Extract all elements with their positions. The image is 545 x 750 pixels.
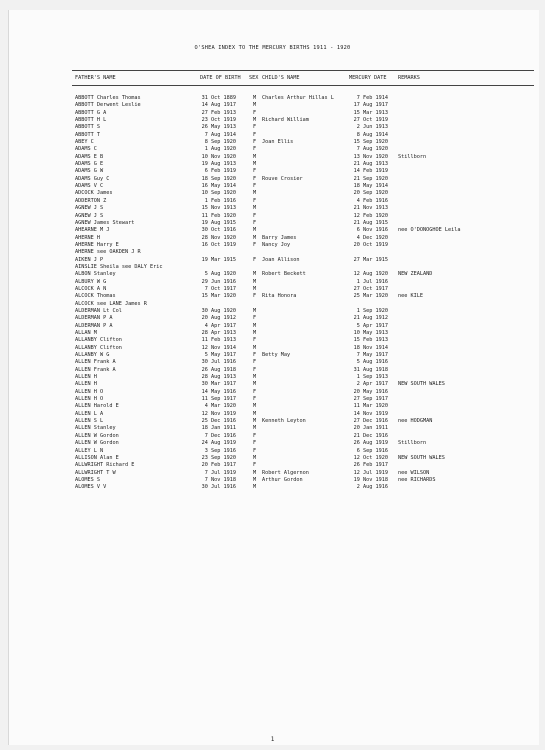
document-title: O'SHEA INDEX TO THE MERCURY BIRTHS 1911 - 1920 — [194, 45, 351, 51]
cell-mercury-date: 21 Nov 1913 — [353, 205, 388, 212]
cell-date-of-birth: 11 Sep 1917 — [201, 396, 236, 403]
cell-date-of-birth: 8 Sep 1920 — [204, 139, 236, 146]
table-row — [0, 433, 545, 440]
cell-mercury-date: 20 Oct 1919 — [353, 241, 388, 248]
cell-mercury-date: 6 Sep 1916 — [356, 447, 388, 454]
table-row — [0, 337, 545, 344]
cell-date-of-birth: 14 Aug 1917 — [201, 102, 236, 109]
table-row — [0, 213, 545, 220]
cell-sex: M — [253, 161, 257, 168]
cell-father-name: ABBOTT Derwent Leslie — [75, 102, 141, 109]
cell-sex: M — [253, 285, 257, 292]
cell-date-of-birth: 11 Feb 1920 — [201, 212, 236, 219]
cell-date-of-birth: 3 Sep 1916 — [204, 447, 236, 454]
cell-mercury-date: 27 Oct 1917 — [353, 285, 388, 292]
cell-father-name: ABBOTT Charles Thomas — [75, 95, 141, 101]
cell-date-of-birth: 30 Aug 1920 — [201, 307, 236, 314]
births-table-body — [0, 95, 545, 492]
cell-child-name: Charles Arthur Hillas L — [262, 95, 334, 101]
table-row — [0, 323, 545, 330]
cell-father-name: ABBOTT H L — [75, 117, 107, 124]
table-row — [0, 257, 545, 264]
cell-date-of-birth: 31 Oct 1889 — [201, 95, 236, 101]
table-row — [0, 176, 545, 183]
cell-sex: M — [253, 418, 257, 425]
cell-date-of-birth: 19 Aug 1915 — [201, 219, 236, 226]
cell-date-of-birth: 4 Apr 1917 — [204, 322, 236, 329]
cell-child-name: Joan Ellis — [262, 139, 294, 146]
cell-mercury-date: 1 Sep 1913 — [356, 374, 388, 381]
cell-mercury-date: 15 Mar 1913 — [353, 109, 388, 116]
cell-date-of-birth: 23 Oct 1919 — [201, 117, 236, 124]
cell-sex: M — [253, 476, 257, 483]
cell-father-name: ALLANBY W G — [75, 352, 110, 359]
cell-mercury-date: 12 Oct 1920 — [353, 454, 388, 461]
cell-sex: F — [253, 256, 257, 263]
cell-remarks: nee O'DONOGHOE Leila — [398, 227, 461, 234]
table-row — [0, 198, 545, 205]
cell-mercury-date: 12 Feb 1920 — [353, 212, 388, 219]
cell-sex: F — [253, 440, 257, 447]
cell-sex: M — [253, 484, 257, 491]
table-row — [0, 345, 545, 352]
cell-father-name: ALOMES S — [75, 476, 100, 483]
cell-sex: M — [253, 469, 257, 476]
cell-sex: M — [253, 190, 257, 197]
cell-father-name: ALLEN Frank A — [75, 366, 116, 373]
cell-date-of-birth: 16 May 1914 — [201, 183, 236, 190]
cell-father-name: ALBON Stanley — [75, 271, 116, 278]
cell-father-name: ALLEN H O — [75, 396, 104, 403]
table-row — [0, 440, 545, 447]
cell-date-of-birth: 28 Aug 1913 — [201, 374, 236, 381]
cell-child-name: Arthur Gordon — [262, 476, 303, 483]
cell-mercury-date: 12 Aug 1920 — [353, 271, 388, 278]
cell-sex: M — [253, 322, 257, 329]
cell-father-name: ADAMS C — [75, 146, 97, 153]
cell-mercury-date: 21 Sep 1920 — [353, 175, 388, 182]
cell-mercury-date: 25 Mar 1920 — [353, 293, 388, 300]
cell-father-name: ALOMES V V — [75, 484, 107, 491]
cell-sex: F — [253, 447, 257, 454]
cell-child-name: Barry James — [262, 234, 297, 241]
cell-sex: F — [253, 293, 257, 300]
cell-father-name: AHEARNE M J — [75, 227, 110, 234]
cell-sex: M — [253, 153, 257, 160]
cell-date-of-birth: 19 Aug 1913 — [201, 161, 236, 168]
cell-sex: M — [253, 102, 257, 109]
cell-mercury-date: 14 Nov 1919 — [353, 410, 388, 417]
cell-date-of-birth: 7 Aug 1914 — [204, 131, 236, 138]
cell-father-name: ALLEN Harold E — [75, 403, 119, 410]
cell-father-name: ALLEN S L — [75, 418, 104, 425]
table-row — [0, 286, 545, 293]
cell-child-name: Joan Allison — [262, 256, 300, 263]
cell-mercury-date: 2 Apr 1917 — [356, 381, 388, 388]
cell-father-name: AGNEW J S — [75, 212, 104, 219]
cell-father-name: ALCOCK A N — [75, 285, 107, 292]
cell-date-of-birth: 20 Feb 1917 — [201, 462, 236, 469]
cell-father-name: ADCOCK James — [75, 190, 113, 197]
cell-father-name: AHERNE H — [75, 234, 100, 241]
cell-date-of-birth: 18 Sep 1920 — [201, 175, 236, 182]
cell-date-of-birth: 10 Sep 1920 — [201, 190, 236, 197]
cell-father-name: AHERNE see OAKDEN J R — [75, 249, 141, 256]
cell-sex: M — [253, 307, 257, 314]
cell-mercury-date: 14 Feb 1919 — [353, 168, 388, 175]
cell-date-of-birth: 30 Oct 1916 — [201, 227, 236, 234]
cell-child-name: Betty May — [262, 352, 291, 359]
table-row — [0, 95, 545, 102]
cell-date-of-birth: 6 Feb 1919 — [204, 168, 236, 175]
cell-remarks: nee KILE — [398, 293, 423, 300]
cell-mercury-date: 7 Aug 1920 — [356, 146, 388, 153]
cell-mercury-date: 7 Feb 1914 — [356, 95, 388, 101]
table-row — [0, 205, 545, 212]
cell-remarks: nee WILSON — [398, 469, 430, 476]
cell-sex: M — [253, 344, 257, 351]
cell-date-of-birth: 7 Nov 1918 — [204, 476, 236, 483]
cell-mercury-date: 17 Aug 1917 — [353, 102, 388, 109]
table-row — [0, 271, 545, 278]
cell-father-name: ALLEN L A — [75, 410, 104, 417]
table-row — [0, 470, 545, 477]
cell-sex: M — [253, 234, 257, 241]
table-row — [0, 220, 545, 227]
cell-sex: F — [253, 131, 257, 138]
cell-father-name: AHERNE Harry E — [75, 241, 119, 248]
table-row — [0, 279, 545, 286]
col-header-remarks: REMARKS — [398, 75, 420, 81]
cell-date-of-birth: 23 Sep 1920 — [201, 454, 236, 461]
table-row — [0, 146, 545, 153]
cell-father-name: AINSLIE Sheila see DALY Eric — [75, 263, 163, 270]
cell-father-name: ABBOTT S — [75, 124, 100, 131]
cell-mercury-date: 21 Dec 1916 — [353, 432, 388, 439]
cell-mercury-date: 5 Aug 1916 — [356, 359, 388, 366]
header-bottom-rule — [72, 85, 534, 86]
col-header-mercury-date: MERCURY DATE — [349, 75, 387, 81]
cell-mercury-date: 2 Aug 1916 — [356, 484, 388, 491]
cell-date-of-birth: 12 Nov 1919 — [201, 410, 236, 417]
cell-mercury-date: 10 May 1913 — [353, 330, 388, 336]
cell-date-of-birth: 5 May 1917 — [204, 352, 236, 359]
table-row — [0, 183, 545, 190]
table-row — [0, 315, 545, 322]
cell-mercury-date: 5 Apr 1917 — [356, 322, 388, 329]
cell-sex: M — [253, 330, 257, 336]
cell-sex: F — [253, 212, 257, 219]
table-row — [0, 161, 545, 168]
table-row — [0, 190, 545, 197]
cell-mercury-date: 20 Sep 1920 — [353, 190, 388, 197]
table-row — [0, 374, 545, 381]
cell-sex: M — [253, 278, 257, 285]
cell-father-name: ADAMS V C — [75, 183, 104, 190]
table-row — [0, 330, 545, 337]
cell-date-of-birth: 7 Jul 1919 — [204, 469, 236, 476]
table-row — [0, 425, 545, 432]
cell-sex: F — [253, 388, 257, 395]
cell-sex: F — [253, 183, 257, 190]
cell-date-of-birth: 25 Dec 1916 — [201, 418, 236, 425]
cell-date-of-birth: 24 Aug 1919 — [201, 440, 236, 447]
cell-mercury-date: 1 Jul 1916 — [356, 278, 388, 285]
cell-father-name: ALLEN H — [75, 381, 97, 388]
cell-child-name: Richard William — [262, 117, 309, 124]
cell-date-of-birth: 30 Jul 1916 — [201, 484, 236, 491]
cell-mercury-date: 8 Aug 1914 — [356, 131, 388, 138]
cell-date-of-birth: 30 Mar 1917 — [201, 381, 236, 388]
cell-mercury-date: 27 Sep 1917 — [353, 396, 388, 403]
col-header-child: CHILD'S NAME — [262, 75, 300, 81]
table-row — [0, 264, 545, 271]
cell-date-of-birth: 29 Jun 1916 — [201, 278, 236, 285]
col-header-sex: SEX — [249, 75, 259, 81]
cell-mercury-date: 4 Feb 1916 — [356, 197, 388, 204]
cell-remarks: nee HODGMAN — [398, 418, 433, 425]
cell-sex: F — [253, 337, 257, 344]
cell-child-name: Kenneth Leyton — [262, 418, 306, 425]
cell-sex: F — [253, 124, 257, 131]
cell-father-name: ALCOCK see LANE James R — [75, 300, 147, 307]
cell-child-name: Rita Honora — [262, 293, 297, 300]
table-row — [0, 117, 545, 124]
cell-date-of-birth: 20 Aug 1912 — [201, 315, 236, 322]
cell-child-name: Robert Beckett — [262, 271, 306, 278]
table-row — [0, 124, 545, 131]
cell-father-name: ALLAN M — [75, 330, 97, 336]
cell-remarks: Stillborn — [398, 153, 427, 160]
table-row — [0, 132, 545, 139]
cell-father-name: AGNEW J S — [75, 205, 104, 212]
cell-father-name: ALLEN Frank A — [75, 359, 116, 366]
cell-date-of-birth: 1 Aug 1920 — [204, 146, 236, 153]
cell-father-name: ABBOTT G A — [75, 109, 107, 116]
cell-date-of-birth: 28 Apr 1913 — [201, 330, 236, 336]
table-row — [0, 389, 545, 396]
page-number: 1 — [270, 736, 275, 743]
cell-date-of-birth: 15 Mar 1920 — [201, 293, 236, 300]
cell-mercury-date: 19 Nov 1918 — [353, 476, 388, 483]
cell-mercury-date: 26 Feb 1917 — [353, 462, 388, 469]
cell-father-name: ADAMS E B — [75, 153, 104, 160]
table-row — [0, 110, 545, 117]
cell-remarks: NEW ZEALAND — [398, 271, 433, 278]
cell-father-name: ALLWRIGHT T W — [75, 469, 116, 476]
cell-sex: F — [253, 462, 257, 469]
cell-sex: M — [253, 381, 257, 388]
cell-sex: F — [253, 197, 257, 204]
cell-father-name: ALDERMAN Lt Col — [75, 307, 122, 314]
cell-sex: F — [253, 396, 257, 403]
cell-father-name: ALDERMAN P A — [75, 322, 113, 329]
cell-father-name: ALCOCK Thomas — [75, 293, 116, 300]
cell-date-of-birth: 1 Feb 1916 — [204, 197, 236, 204]
table-row — [0, 359, 545, 366]
cell-mercury-date: 2 Jun 1913 — [356, 124, 388, 131]
cell-father-name: ALLANBY Clifton — [75, 344, 122, 351]
table-row — [0, 293, 545, 300]
cell-sex: F — [253, 168, 257, 175]
cell-date-of-birth: 15 Nov 1913 — [201, 205, 236, 212]
cell-date-of-birth: 18 Jan 1911 — [201, 425, 236, 432]
cell-sex: F — [253, 432, 257, 439]
table-row — [0, 249, 545, 256]
cell-sex: F — [253, 219, 257, 226]
table-row — [0, 301, 545, 308]
cell-date-of-birth: 26 Aug 1918 — [201, 366, 236, 373]
table-row — [0, 242, 545, 249]
cell-father-name: ALDERMAN P A — [75, 315, 113, 322]
cell-date-of-birth: 28 Nov 1920 — [201, 234, 236, 241]
cell-mercury-date: 27 Mar 1915 — [353, 256, 388, 263]
cell-sex: M — [253, 205, 257, 212]
cell-child-name: Robert Algernon — [262, 469, 309, 476]
cell-sex: F — [253, 359, 257, 366]
cell-mercury-date: 15 Sep 1920 — [353, 139, 388, 146]
cell-father-name: ADAMS Guy C — [75, 175, 110, 182]
cell-mercury-date: 11 Mar 1920 — [353, 403, 388, 410]
table-row — [0, 455, 545, 462]
cell-sex: F — [253, 139, 257, 146]
cell-sex: F — [253, 109, 257, 116]
cell-father-name: ALLEN W Gordon — [75, 432, 119, 439]
cell-date-of-birth: 19 Mar 1915 — [201, 256, 236, 263]
cell-remarks: NEW SOUTH WALES — [398, 454, 445, 461]
cell-date-of-birth: 12 Nov 1914 — [201, 344, 236, 351]
cell-mercury-date: 4 Dec 1920 — [356, 234, 388, 241]
cell-mercury-date: 18 Nov 1914 — [353, 344, 388, 351]
table-row — [0, 367, 545, 374]
cell-father-name: ABBOTT T — [75, 131, 100, 138]
table-row — [0, 411, 545, 418]
cell-date-of-birth: 30 Jul 1916 — [201, 359, 236, 366]
cell-mercury-date: 12 Jul 1919 — [353, 469, 388, 476]
table-row — [0, 381, 545, 388]
table-row — [0, 168, 545, 175]
cell-sex: F — [253, 352, 257, 359]
cell-sex: M — [253, 227, 257, 234]
cell-father-name: ALLISON Alan E — [75, 454, 119, 461]
cell-mercury-date: 15 Feb 1913 — [353, 337, 388, 344]
cell-remarks: nee RICHARDS — [398, 476, 436, 483]
cell-sex: F — [253, 146, 257, 153]
table-row — [0, 227, 545, 234]
cell-child-name: Rouve Crosier — [262, 175, 303, 182]
cell-sex: M — [253, 410, 257, 417]
cell-date-of-birth: 7 Oct 1917 — [204, 285, 236, 292]
table-row — [0, 102, 545, 109]
cell-date-of-birth: 11 Feb 1913 — [201, 337, 236, 344]
table-row — [0, 448, 545, 455]
cell-mercury-date: 13 Nov 1920 — [353, 153, 388, 160]
cell-sex: F — [253, 175, 257, 182]
cell-mercury-date: 20 May 1916 — [353, 388, 388, 395]
cell-father-name: ALLEY L N — [75, 447, 104, 454]
table-row — [0, 154, 545, 161]
cell-father-name: ADAMS G E — [75, 161, 104, 168]
table-row — [0, 477, 545, 484]
header-top-rule — [72, 70, 534, 71]
cell-mercury-date: 6 Nov 1916 — [356, 227, 388, 234]
cell-sex: M — [253, 374, 257, 381]
cell-father-name: ALLEN H — [75, 374, 97, 381]
cell-remarks: NEW SOUTH WALES — [398, 381, 445, 388]
cell-date-of-birth: 7 Dec 1916 — [204, 432, 236, 439]
table-row — [0, 403, 545, 410]
table-row — [0, 352, 545, 359]
cell-date-of-birth: 10 Nov 1920 — [201, 153, 236, 160]
cell-sex: F — [253, 315, 257, 322]
cell-mercury-date: 26 Aug 1919 — [353, 440, 388, 447]
cell-mercury-date: 31 Aug 1918 — [353, 366, 388, 373]
cell-mercury-date: 21 Aug 1913 — [353, 161, 388, 168]
cell-mercury-date: 27 Oct 1919 — [353, 117, 388, 124]
cell-sex: F — [253, 241, 257, 248]
col-header-dob: DATE OF BIRTH — [200, 75, 241, 81]
table-row — [0, 308, 545, 315]
cell-mercury-date: 20 Jan 1911 — [353, 425, 388, 432]
cell-sex: F — [253, 366, 257, 373]
cell-date-of-birth: 26 May 1913 — [201, 124, 236, 131]
table-row — [0, 484, 545, 491]
cell-father-name: ALLEN W Gordon — [75, 440, 119, 447]
cell-father-name: AGNEW James Stewart — [75, 219, 135, 226]
cell-father-name: ADAMS G W — [75, 168, 104, 175]
cell-mercury-date: 21 Aug 1915 — [353, 219, 388, 226]
cell-date-of-birth: 16 Oct 1919 — [201, 241, 236, 248]
cell-sex: M — [253, 271, 257, 278]
cell-sex: M — [253, 403, 257, 410]
cell-sex: M — [253, 117, 257, 124]
cell-father-name: AIKEN J P — [75, 256, 104, 263]
cell-mercury-date: 18 May 1914 — [353, 183, 388, 190]
cell-date-of-birth: 27 Feb 1913 — [201, 109, 236, 116]
cell-date-of-birth: 4 Mar 1920 — [204, 403, 236, 410]
cell-mercury-date: 21 Aug 1912 — [353, 315, 388, 322]
cell-mercury-date: 1 Sep 1920 — [356, 307, 388, 314]
table-row — [0, 396, 545, 403]
table-row — [0, 139, 545, 146]
cell-remarks: Stillborn — [398, 440, 427, 447]
cell-father-name: ALLWRIGHT Richard E — [75, 462, 135, 469]
cell-mercury-date: 7 May 1917 — [356, 352, 388, 359]
cell-child-name: Nancy Joy — [262, 241, 291, 248]
cell-father-name: ALBURY W G — [75, 278, 107, 285]
cell-mercury-date: 27 Dec 1916 — [353, 418, 388, 425]
cell-sex: M — [253, 95, 257, 101]
cell-father-name: ALLEN Stanley — [75, 425, 116, 432]
table-row — [0, 418, 545, 425]
table-row — [0, 462, 545, 469]
cell-father-name: ABEY C — [75, 139, 94, 146]
cell-father-name: ADDERTON Z — [75, 197, 107, 204]
cell-father-name: ALLEN H O — [75, 388, 104, 395]
cell-father-name: ALLANBY Clifton — [75, 337, 122, 344]
cell-sex: M — [253, 425, 257, 432]
cell-date-of-birth: 5 Aug 1920 — [204, 271, 236, 278]
table-row — [0, 235, 545, 242]
cell-sex: M — [253, 454, 257, 461]
col-header-father: FATHER'S NAME — [75, 75, 116, 81]
cell-date-of-birth: 14 May 1916 — [201, 388, 236, 395]
